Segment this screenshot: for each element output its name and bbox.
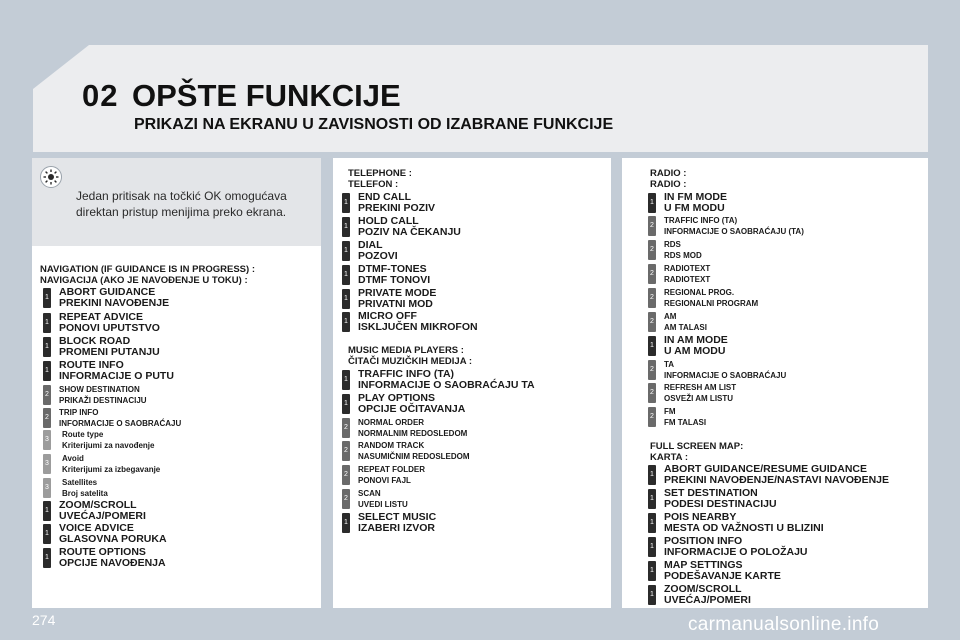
fullscreen-heading: FULL SCREEN MAP: KARTA : xyxy=(650,441,744,463)
item-label-sr: PODEŠAVANJE KARTE xyxy=(664,570,781,582)
item-label-en: Route type xyxy=(62,430,104,439)
item-label-sr: PROMENI PUTANJU xyxy=(59,346,160,358)
item-label-sr: PONOVI UPUTSTVO xyxy=(59,322,160,334)
level-1-badge: 1 xyxy=(342,241,350,261)
level-1-badge: 1 xyxy=(342,312,350,332)
level-2-badge: 2 xyxy=(342,418,350,438)
level-1-badge: 1 xyxy=(342,370,350,390)
level-3-badge: 3 xyxy=(43,430,51,450)
item-label-en: SCAN xyxy=(358,489,381,498)
level-1-badge: 1 xyxy=(648,465,656,485)
level-1-badge: 1 xyxy=(648,513,656,533)
item-label-sr: INFORMACIJE O SAOBRAĆAJU (TA) xyxy=(664,227,804,236)
item-label-en: END CALL xyxy=(358,191,412,203)
item-label-sr: INFORMACIJE O SAOBRAĆAJU TA xyxy=(358,379,535,391)
level-1-badge: 1 xyxy=(648,561,656,581)
item-label-en: IN AM MODE xyxy=(664,334,728,346)
level-1-badge: 1 xyxy=(43,313,51,333)
level-2-badge: 2 xyxy=(43,408,51,428)
item-label-sr: MESTA OD VAŽNOSTI U BLIZINI xyxy=(664,522,824,534)
item-label-sr: Kriterijumi za izbegavanje xyxy=(62,465,161,474)
item-label-en: VOICE ADVICE xyxy=(59,522,134,534)
item-label-en: REGIONAL PROG. xyxy=(664,288,735,297)
item-label-en: REPEAT FOLDER xyxy=(358,465,425,474)
chapter-title: OPŠTE FUNKCIJE xyxy=(132,78,401,113)
level-1-badge: 1 xyxy=(648,489,656,509)
item-label-sr: POZOVI xyxy=(358,250,398,262)
item-label-en: FM xyxy=(664,407,676,416)
item-label-sr: POZIV NA ČEKANJU xyxy=(358,226,461,238)
item-label-sr: PREKINI POZIV xyxy=(358,202,436,214)
level-1-badge: 1 xyxy=(43,501,51,521)
item-label-en: IN FM MODE xyxy=(664,191,727,203)
item-label-en: DIAL xyxy=(358,239,383,251)
level-3-badge: 3 xyxy=(43,454,51,474)
sun-bulb-icon xyxy=(40,166,62,188)
level-2-badge: 2 xyxy=(648,360,656,380)
item-label-sr: RADIOTEXT xyxy=(664,275,711,284)
item-label-sr: DTMF TONOVI xyxy=(358,274,431,286)
item-label-sr: NASUMIČNIM REDOSLEDOM xyxy=(358,452,470,461)
item-label-en: Avoid xyxy=(62,454,84,463)
chapter-number: 02 xyxy=(82,78,119,113)
item-label-en: PLAY OPTIONS xyxy=(358,392,436,404)
item-label-sr: INFORMACIJE O SAOBRAĆAJU xyxy=(664,371,787,380)
radio-heading: RADIO : RADIO : xyxy=(650,168,687,190)
level-2-badge: 2 xyxy=(648,240,656,260)
item-label-en: TA xyxy=(664,360,675,369)
item-label-sr: Broj satelita xyxy=(62,489,108,498)
tip-text: Jedan pritisak na točkić OK omogućava direktan pristup menijima preko ekrana. xyxy=(76,189,287,219)
level-2-badge: 2 xyxy=(342,465,350,485)
item-label-sr: UVEĆAJ/POMERI xyxy=(664,594,751,606)
item-label-en: SHOW DESTINATION xyxy=(59,385,140,394)
level-1-badge: 1 xyxy=(43,524,51,544)
item-label-sr: RDS MOD xyxy=(664,251,702,260)
item-label-en: TRIP INFO xyxy=(59,408,99,417)
page-number: 274 xyxy=(32,612,56,628)
item-label-en: SELECT MUSIC xyxy=(358,511,437,523)
level-2-badge: 2 xyxy=(43,385,51,405)
item-label-sr: PREKINI NAVOĐENJE/NASTAVI NAVOĐENJE xyxy=(664,474,890,486)
item-label-sr: INFORMACIJE O SAOBRAĆAJU xyxy=(59,419,182,428)
item-label-en: POSITION INFO xyxy=(664,535,743,547)
item-label-en: TRAFFIC INFO (TA) xyxy=(358,368,455,380)
level-2-badge: 2 xyxy=(648,288,656,308)
level-2-badge: 2 xyxy=(648,312,656,332)
item-label-en: HOLD CALL xyxy=(358,215,419,227)
level-1-badge: 1 xyxy=(342,217,350,237)
navigation-heading: NAVIGATION (IF GUIDANCE IS IN PROGRESS) : NAVIGACIJA (AKO JE NAVOĐENJE U TOKU) : xyxy=(40,264,255,286)
item-label-sr: FM TALASI xyxy=(664,418,707,427)
item-label-en: PRIVATE MODE xyxy=(358,287,437,299)
item-label-en: MICRO OFF xyxy=(358,310,417,322)
item-label-sr: Kriterijumi za navođenje xyxy=(62,441,155,450)
item-label-sr: OSVEŽI AM LISTU xyxy=(664,394,734,403)
item-label-sr: GLASOVNA PORUKA xyxy=(59,533,167,545)
item-label-en: NORMAL ORDER xyxy=(358,418,425,427)
item-label-en: Satellites xyxy=(62,478,98,487)
item-label-en: ROUTE OPTIONS xyxy=(59,546,146,558)
item-label-sr: PODESI DESTINACIJU xyxy=(664,498,777,510)
item-label-en: RDS xyxy=(664,240,681,249)
item-label-sr: ISKLJUČEN MIKROFON xyxy=(358,321,478,333)
item-label-sr: PONOVI FAJL xyxy=(358,476,411,485)
level-1-badge: 1 xyxy=(43,337,51,357)
item-label-en: ZOOM/SCROLL xyxy=(664,583,742,595)
level-3-badge: 3 xyxy=(43,478,51,498)
item-label-sr: PREKINI NAVOĐENJE xyxy=(59,297,170,309)
level-1-badge: 1 xyxy=(648,585,656,605)
item-label-en: AM xyxy=(664,312,677,321)
item-label-sr: NORMALNIM REDOSLEDOM xyxy=(358,429,468,438)
item-label-sr: U FM MODU xyxy=(664,202,725,214)
item-label-sr: INFORMACIJE O PUTU xyxy=(59,370,174,382)
item-label-sr: UVEĆAJ/POMERI xyxy=(59,510,146,522)
level-1-badge: 1 xyxy=(342,394,350,414)
level-2-badge: 2 xyxy=(648,216,656,236)
level-2-badge: 2 xyxy=(648,264,656,284)
level-1-badge: 1 xyxy=(43,361,51,381)
level-2-badge: 2 xyxy=(342,489,350,509)
watermark: carmanualsonline.info xyxy=(688,614,880,635)
level-1-badge: 1 xyxy=(648,537,656,557)
item-label-en: REFRESH AM LIST xyxy=(664,383,737,392)
level-2-badge: 2 xyxy=(342,441,350,461)
level-1-badge: 1 xyxy=(342,265,350,285)
item-label-en: ROUTE INFO xyxy=(59,359,124,371)
item-label-en: RADIOTEXT xyxy=(664,264,711,273)
item-label-en: SET DESTINATION xyxy=(664,487,758,499)
item-label-en: MAP SETTINGS xyxy=(664,559,743,571)
level-1-badge: 1 xyxy=(342,193,350,213)
item-label-sr: PRIVATNI MOD xyxy=(358,298,433,310)
level-1-badge: 1 xyxy=(648,336,656,356)
level-1-badge: 1 xyxy=(43,548,51,568)
item-label-sr: INFORMACIJE O POLOŽAJU xyxy=(664,546,808,558)
level-1-badge: 1 xyxy=(342,289,350,309)
level-1-badge: 1 xyxy=(43,288,51,308)
item-label-en: TRAFFIC INFO (TA) xyxy=(664,216,738,225)
level-1-badge: 1 xyxy=(342,513,350,533)
item-label-sr: U AM MODU xyxy=(664,345,726,357)
level-2-badge: 2 xyxy=(648,383,656,403)
level-2-badge: 2 xyxy=(648,407,656,427)
item-label-sr: OPCIJE OČITAVANJA xyxy=(358,403,466,415)
item-label-sr: PRIKAŽI DESTINACIJU xyxy=(59,396,147,405)
item-label-en: RANDOM TRACK xyxy=(358,441,425,450)
chapter-subtitle: PRIKAZI NA EKRANU U ZAVISNOSTI OD IZABRANE FUNKCIJE xyxy=(134,116,614,133)
level-1-badge: 1 xyxy=(648,193,656,213)
item-label-en: ABORT GUIDANCE xyxy=(59,286,156,298)
item-label-sr: IZABERI IZVOR xyxy=(358,522,436,534)
item-label-en: DTMF-TONES xyxy=(358,263,427,275)
item-label-en: POIS NEARBY xyxy=(664,511,737,523)
item-label-en: BLOCK ROAD xyxy=(59,335,131,347)
item-label-en: REPEAT ADVICE xyxy=(59,311,144,323)
item-label-en: ABORT GUIDANCE/RESUME GUIDANCE xyxy=(664,463,868,475)
item-label-en: ZOOM/SCROLL xyxy=(59,499,137,511)
item-label-sr: REGIONALNI PROGRAM xyxy=(664,299,759,308)
music-heading: MUSIC MEDIA PLAYERS : ČITAČI MUZIČKIH MEDIJA : xyxy=(348,345,473,367)
telephone-heading: TELEPHONE : TELEFON : xyxy=(348,168,412,190)
item-label-sr: UVEDI LISTU xyxy=(358,500,408,509)
item-label-sr: OPCIJE NAVOĐENJA xyxy=(59,557,166,569)
item-label-sr: AM TALASI xyxy=(664,323,707,332)
